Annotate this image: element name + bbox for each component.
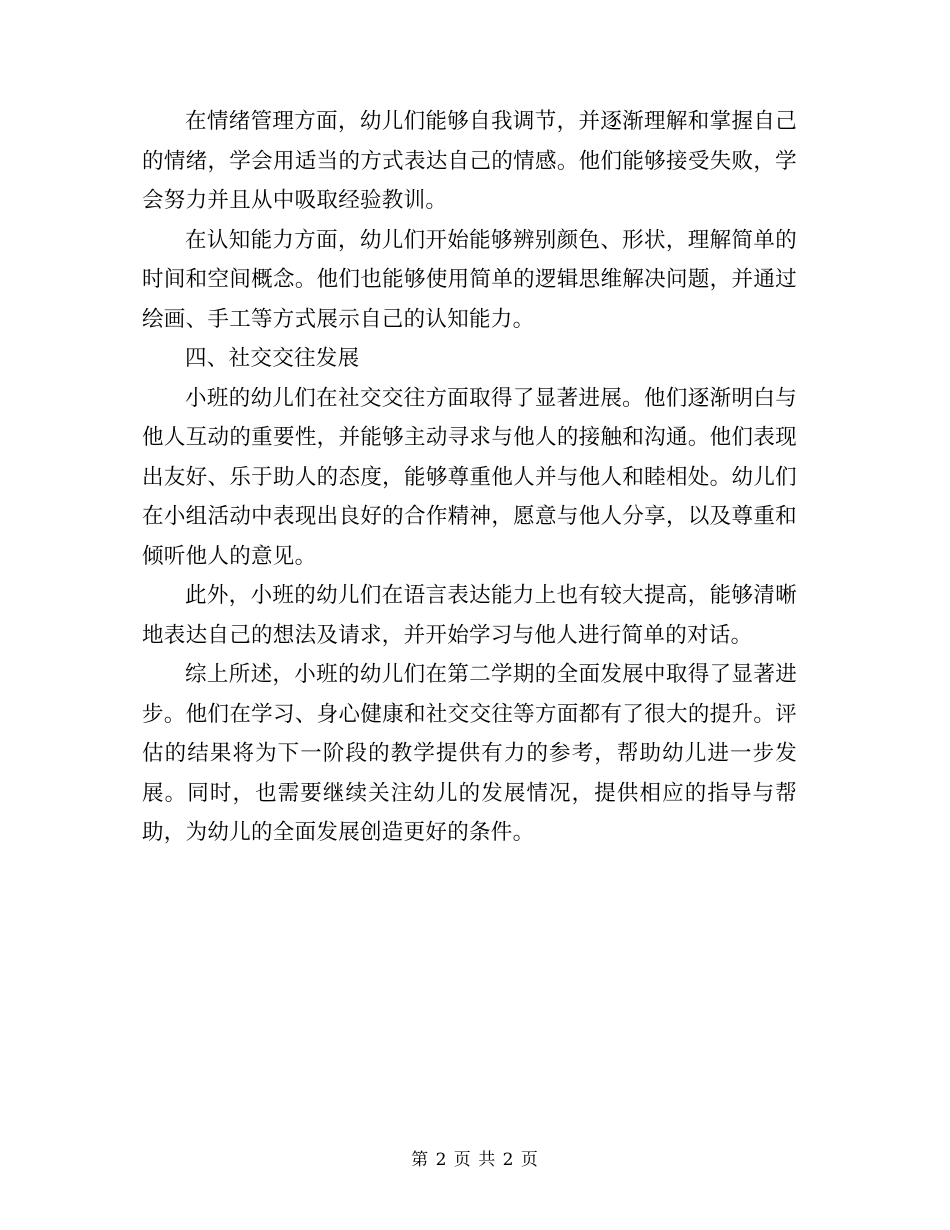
section-heading-social-development: 四、社交交往发展 xyxy=(185,346,360,371)
paragraph-emotion-management: 在情绪管理方面，幼儿们能够自我调节，并逐渐理解和掌握自己的情绪，学会用适当的方式表达自己的情感。他们能够接受失败，学会努力并且从中吸取经验教训。 xyxy=(142,109,797,213)
document-body xyxy=(142,102,797,853)
paragraph-summary: 综上所述，小班的幼儿们在第二学期的全面发展中取得了显著进步。他们在学习、身心健康和社交交往等方面都有了很大的提升。评估的结果将为下一阶段的教学提供有力的参考，帮助幼儿进一步发展。同时，也需要继续关注幼儿的发展情况，提供相应的指导与帮助，为幼儿的全面发展创造更好的条件。 xyxy=(142,662,797,845)
paragraph-language-expression: 此外，小班的幼儿们在语言表达能力上也有较大提高，能够清晰地表达自己的想法及请求，并开始学习与他人进行简单的对话。 xyxy=(142,583,797,648)
paragraph-social-interaction: 小班的幼儿们在社交交往方面取得了显著进展。他们逐渐明白与他人互动的重要性，并能够主动寻求与他人的接触和沟通。他们表现出友好、乐于助人的态度，能够尊重他人并与他人和睦相处。幼儿们在小组活动中表现出良好的合作精神，愿意与他人分享，以及尊重和倾听他人的意见。 xyxy=(142,385,797,569)
paragraph-cognitive-ability: 在认知能力方面，幼儿们开始能够辨别颜色、形状，理解简单的时间和空间概念。他们也能够使用简单的逻辑思维解决问题，并通过绘画、手工等方式展示自己的认知能力。 xyxy=(142,227,797,332)
page-number-footer: 第 2 页 共 2 页 xyxy=(411,1150,539,1170)
